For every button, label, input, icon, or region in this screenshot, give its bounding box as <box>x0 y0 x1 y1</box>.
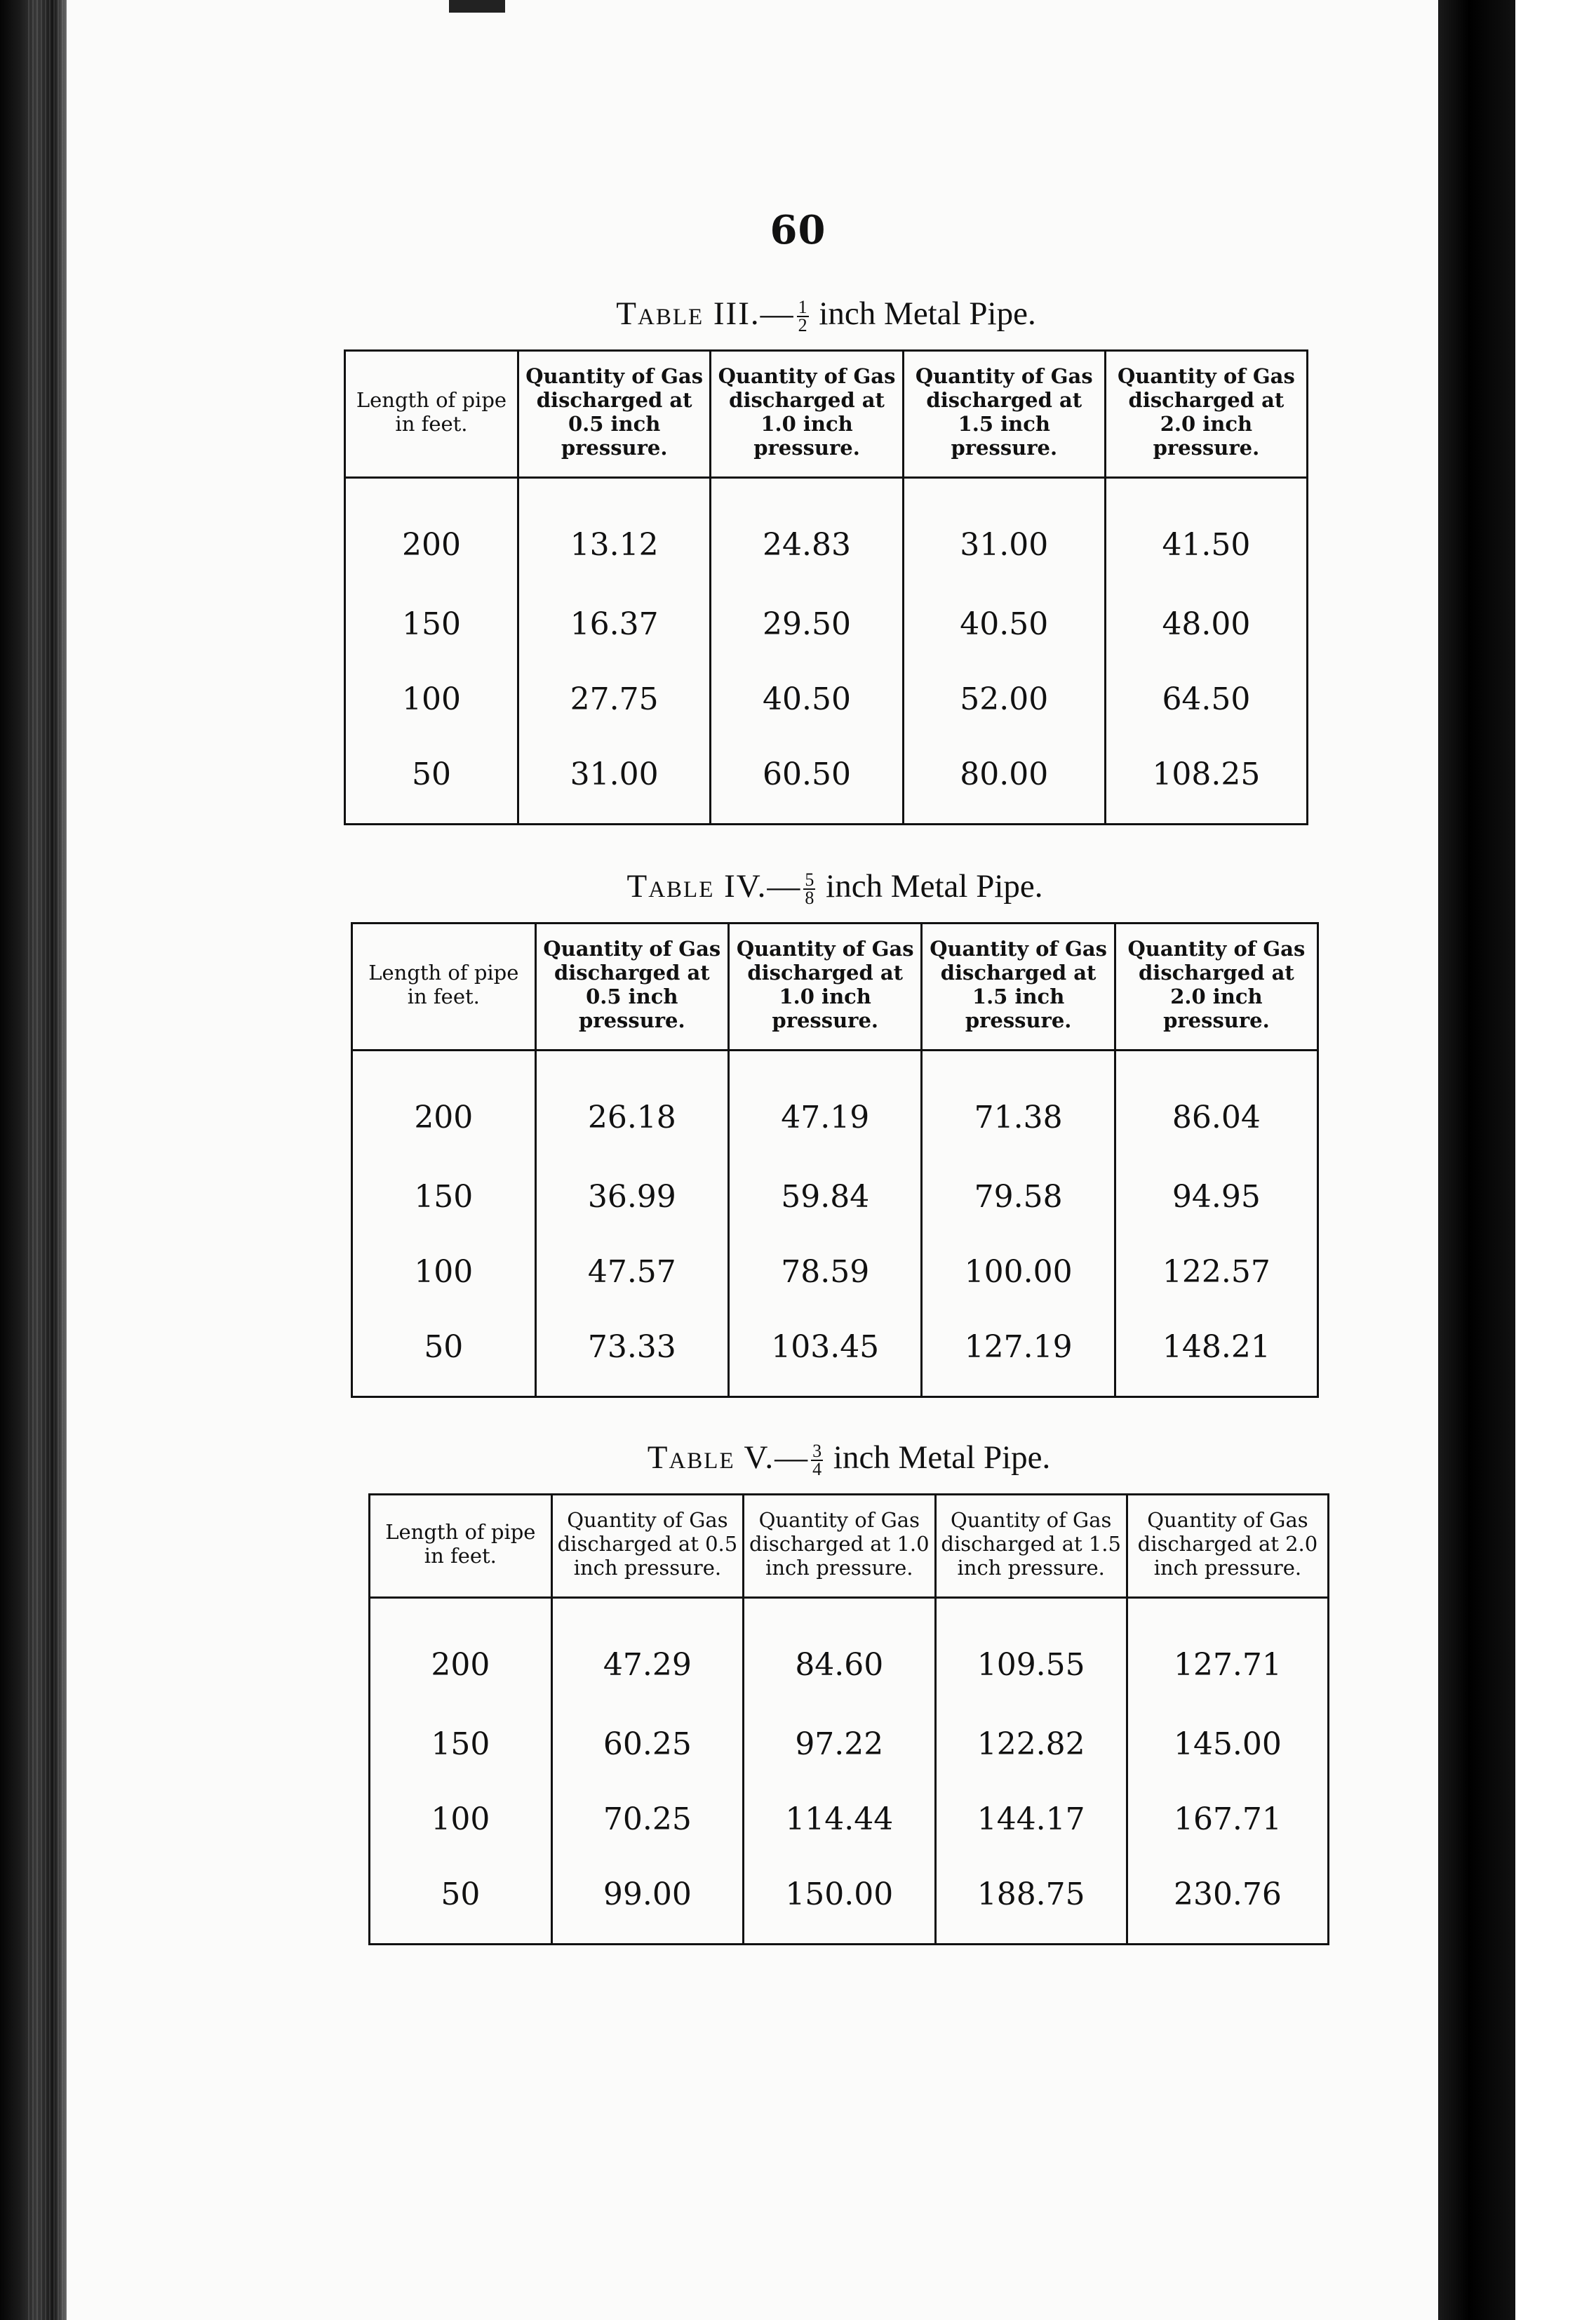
cell-value: 78.59 <box>729 1234 922 1309</box>
table-row <box>370 1782 1329 1857</box>
header-qty-1-5: Quantity of Gas discharged at 1.5 inch pressure. <box>935 1495 1127 1598</box>
cell-length: 50 <box>424 1329 464 1366</box>
table-row <box>352 1159 1318 1234</box>
table-row <box>345 662 1308 737</box>
page-number: 60 <box>770 207 826 253</box>
scan-border-right <box>1438 0 1515 2320</box>
caption-fraction: $\frac{1}{2}$ <box>798 297 807 336</box>
caption-prefix: Table IV.— <box>626 868 802 905</box>
header-qty-1-0: Quantity of Gas discharged at 1.0 inch pressure. <box>744 1495 935 1598</box>
cell-length: 50 <box>441 1876 481 1913</box>
cell-value: 108.25 <box>1105 737 1307 825</box>
scan-margin-right <box>1515 0 1596 2320</box>
cell-value: 41.50 <box>1105 478 1307 587</box>
table-iii <box>344 295 1308 825</box>
header-row <box>345 351 1308 478</box>
cell-value: 167.71 <box>1127 1782 1328 1857</box>
cell-length: 150 <box>431 1726 490 1763</box>
cell-value: 48.00 <box>1105 587 1307 662</box>
header-qty-1-5: Quantity of Gas discharged at 1.5 inch pressure. <box>922 924 1115 1051</box>
cell-length: 150 <box>401 606 461 643</box>
caption-fraction: $\frac{5}{8}$ <box>805 869 814 909</box>
caption-prefix: Table III.— <box>616 295 795 332</box>
table-row <box>352 1234 1318 1309</box>
cell-length: 100 <box>431 1801 490 1838</box>
cell-value: 16.37 <box>518 587 710 662</box>
cell-value: 60.25 <box>551 1707 743 1782</box>
cell-value: 47.57 <box>535 1234 728 1309</box>
table-caption <box>344 295 1308 334</box>
cell-value: 40.50 <box>711 662 903 737</box>
cell-value: 71.38 <box>922 1051 1115 1160</box>
header-qty-2-0: Quantity of Gas discharged at 2.0 inch pressure. <box>1115 924 1317 1051</box>
table-row <box>352 1309 1318 1397</box>
cell-length: 200 <box>401 526 461 563</box>
header-qty-1-5: Quantity of Gas discharged at 1.5 inch pressure. <box>903 351 1105 478</box>
cell-value: 24.83 <box>711 478 903 587</box>
cell-value: 127.19 <box>922 1309 1115 1397</box>
cell-value: 122.57 <box>1115 1234 1317 1309</box>
cell-value: 144.17 <box>935 1782 1127 1857</box>
cell-value: 150.00 <box>744 1857 935 1945</box>
cell-length: 200 <box>414 1099 474 1135</box>
cell-value: 145.00 <box>1127 1707 1328 1782</box>
header-qty-1-0: Quantity of Gas discharged at 1.0 inch pressure. <box>729 924 922 1051</box>
header-qty-2-0: Quantity of Gas discharged at 2.0 inch pressure. <box>1105 351 1307 478</box>
table-row <box>370 1598 1329 1707</box>
cell-value: 26.18 <box>535 1051 728 1160</box>
header-length: Length of pipe in feet. <box>368 961 519 1009</box>
cell-value: 29.50 <box>711 587 903 662</box>
table-row <box>345 587 1308 662</box>
cell-value: 73.33 <box>535 1309 728 1397</box>
table-row <box>352 1051 1318 1160</box>
header-row <box>370 1495 1329 1598</box>
table-caption <box>368 1439 1329 1478</box>
cell-value: 64.50 <box>1105 662 1307 737</box>
data-table <box>344 349 1308 825</box>
cell-value: 122.82 <box>935 1707 1127 1782</box>
cell-value: 97.22 <box>744 1707 935 1782</box>
scan-smudge <box>449 0 505 13</box>
header-length: Length of pipe in feet. <box>356 388 507 436</box>
table-row <box>345 737 1308 825</box>
cell-value: 109.55 <box>935 1598 1127 1707</box>
header-row <box>352 924 1318 1051</box>
cell-value: 52.00 <box>903 662 1105 737</box>
caption-suffix: inch Metal Pipe. <box>810 295 1036 332</box>
cell-value: 36.99 <box>535 1159 728 1234</box>
cell-length: 200 <box>431 1646 490 1683</box>
cell-value: 230.76 <box>1127 1857 1328 1945</box>
cell-value: 100.00 <box>922 1234 1115 1309</box>
table-v <box>368 1439 1329 1945</box>
cell-value: 79.58 <box>922 1159 1115 1234</box>
table-row <box>345 478 1308 587</box>
table-row <box>370 1857 1329 1945</box>
header-qty-2-0: Quantity of Gas discharged at 2.0 inch pressure. <box>1127 1495 1328 1598</box>
page-stack-edge <box>28 0 67 2320</box>
caption-prefix: Table V.— <box>647 1439 810 1476</box>
data-table <box>368 1493 1329 1945</box>
cell-length: 100 <box>414 1254 474 1291</box>
cell-value: 103.45 <box>729 1309 922 1397</box>
cell-value: 99.00 <box>551 1857 743 1945</box>
cell-value: 47.29 <box>551 1598 743 1707</box>
table-iv <box>351 867 1319 1398</box>
cell-length: 50 <box>411 756 451 793</box>
table-caption <box>351 867 1319 907</box>
cell-value: 13.12 <box>518 478 710 587</box>
cell-value: 47.19 <box>729 1051 922 1160</box>
header-qty-0-5: Quantity of Gas discharged at 0.5 inch pressure. <box>535 924 728 1051</box>
cell-value: 31.00 <box>903 478 1105 587</box>
header-qty-0-5: Quantity of Gas discharged at 0.5 inch pressure. <box>518 351 710 478</box>
cell-value: 114.44 <box>744 1782 935 1857</box>
cell-value: 127.71 <box>1127 1598 1328 1707</box>
header-qty-1-0: Quantity of Gas discharged at 1.0 inch pressure. <box>711 351 903 478</box>
cell-value: 84.60 <box>744 1598 935 1707</box>
caption-suffix: inch Metal Pipe. <box>817 868 1043 905</box>
header-length: Length of pipe in feet. <box>385 1520 536 1568</box>
cell-value: 60.50 <box>711 737 903 825</box>
cell-value: 86.04 <box>1115 1051 1317 1160</box>
cell-value: 148.21 <box>1115 1309 1317 1397</box>
cell-value: 40.50 <box>903 587 1105 662</box>
cell-value: 94.95 <box>1115 1159 1317 1234</box>
header-qty-0-5: Quantity of Gas discharged at 0.5 inch pressure. <box>551 1495 743 1598</box>
cell-value: 70.25 <box>551 1782 743 1857</box>
cell-length: 100 <box>401 681 461 718</box>
cell-length: 150 <box>414 1179 474 1215</box>
cell-value: 31.00 <box>518 737 710 825</box>
caption-fraction: $\frac{3}{4}$ <box>812 1441 822 1480</box>
data-table <box>351 922 1319 1398</box>
cell-value: 27.75 <box>518 662 710 737</box>
table-row <box>370 1707 1329 1782</box>
cell-value: 80.00 <box>903 737 1105 825</box>
cell-value: 188.75 <box>935 1857 1127 1945</box>
cell-value: 59.84 <box>729 1159 922 1234</box>
caption-suffix: inch Metal Pipe. <box>825 1439 1051 1476</box>
